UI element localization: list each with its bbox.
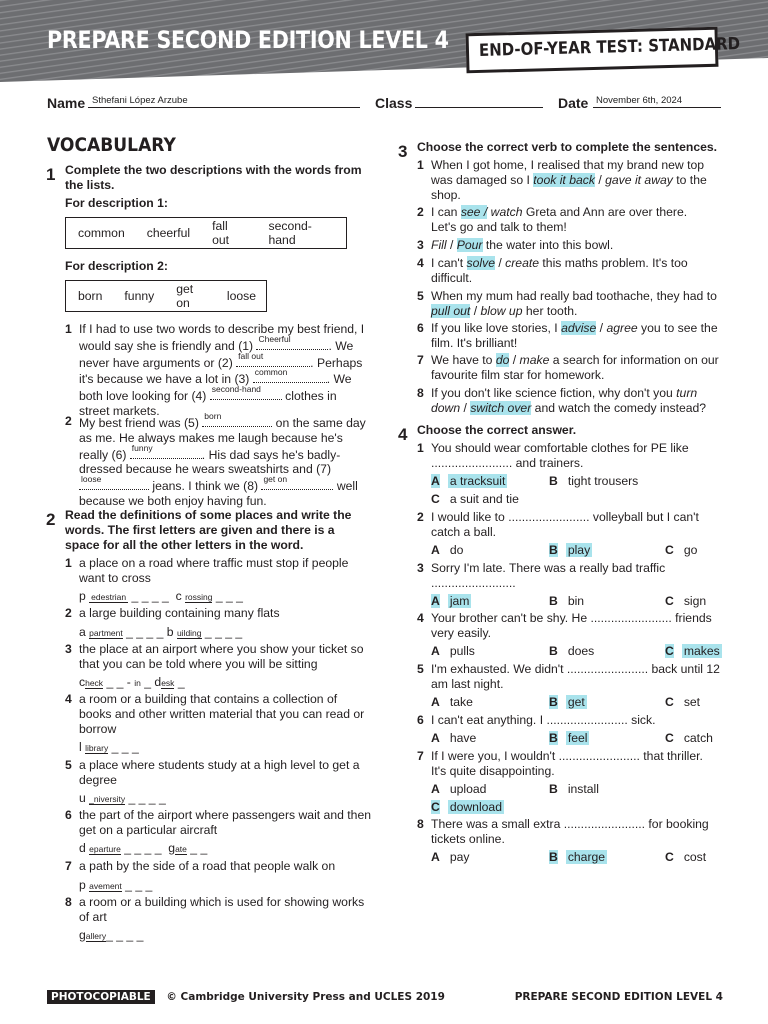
option-text: download xyxy=(449,800,502,814)
sentence: I can see / watch Greta and Ann are over there. Let's go and talk to them! xyxy=(431,205,688,234)
option[interactable]: blow up xyxy=(480,303,523,318)
option[interactable]: Fill xyxy=(431,238,447,252)
sentence: If you don't like science fiction, why don't you turn down / switch over and watch the comedy instead? xyxy=(431,386,707,415)
word: loose xyxy=(226,289,256,303)
answer-option-c[interactable] xyxy=(665,731,715,745)
sentence: We have to do / make a search for information on our favourite film star for homework. xyxy=(431,353,719,382)
option-text: a tracksuit xyxy=(449,474,506,488)
option-letter: A xyxy=(431,782,440,796)
item-number: 3 xyxy=(417,238,424,252)
item-number: 5 xyxy=(417,662,424,676)
word: get on xyxy=(176,282,194,310)
blank[interactable]: loose xyxy=(79,477,149,490)
blank[interactable]: fall out xyxy=(236,354,310,367)
definition: a path by the side of a road that people walk on xyxy=(79,859,336,873)
answer-line[interactable]: gallery_ _ _ _ xyxy=(79,928,144,942)
option-text: play xyxy=(567,543,591,557)
definition: a room or a building which is used for showing works of art xyxy=(79,895,365,924)
date-value: November 6th, 2024 xyxy=(596,95,683,106)
selected-option[interactable]: switch over xyxy=(470,400,532,415)
answer-option-a[interactable] xyxy=(431,731,478,745)
option-letter: C xyxy=(431,800,440,814)
option-text: have xyxy=(449,731,477,745)
answer-option-c[interactable] xyxy=(665,644,722,658)
option-letter: A xyxy=(431,850,440,864)
option-text: cost xyxy=(683,850,707,864)
question-instruction: Read the definitions of some places and write the words. The first letters are given and there is a space for all the other letters in the word. xyxy=(65,508,352,552)
question-sentence: Sorry I'm late. There was a really bad traffic ......................... xyxy=(431,561,666,590)
blank[interactable]: second-hand xyxy=(210,387,282,400)
option-text: do xyxy=(449,543,464,557)
answer-option-c[interactable] xyxy=(665,695,702,709)
sentence: I can't solve / create this maths problem. It's too difficult. xyxy=(431,256,688,285)
test-label-box xyxy=(466,27,741,74)
answer-option-a[interactable] xyxy=(431,474,507,488)
option-letter: A xyxy=(431,474,440,488)
option-letter: C xyxy=(665,644,674,658)
option-letter: B xyxy=(549,474,558,488)
option-text: install xyxy=(567,782,599,796)
selected-option[interactable]: see / xyxy=(460,205,488,219)
word: common xyxy=(78,226,125,240)
option-letter: A xyxy=(431,644,440,658)
option-letter: C xyxy=(665,543,674,557)
option-text: catch xyxy=(683,731,713,745)
blank[interactable]: funny xyxy=(130,446,202,459)
description-2: My best friend was (5) born on the same day as me. He always makes me laugh because he's really (6) funny . His dad says he's badly-dressed because he wears sweatshirts and (7) loose jeans. I think we (8) get on well because we both enjoy having fun. xyxy=(79,411,366,508)
answer-option-c[interactable] xyxy=(431,492,521,506)
item-number: 4 xyxy=(417,611,424,625)
answer-option-a[interactable] xyxy=(431,543,465,557)
definition: a place on a road where traffic must stop if people want to cross xyxy=(79,556,349,585)
answer-option-b[interactable] xyxy=(549,474,640,488)
question-sentence: I can't eat anything. I ........................ sick. xyxy=(431,713,656,727)
option-text: set xyxy=(683,695,701,709)
item-number: 5 xyxy=(65,758,72,772)
option-text: feel xyxy=(567,731,588,745)
option-letter: C xyxy=(665,594,674,608)
question-number: 2 xyxy=(46,510,56,529)
option-text: upload xyxy=(449,782,487,796)
item-number: 6 xyxy=(417,713,424,727)
answer-option-c[interactable] xyxy=(431,800,504,814)
item-number: 6 xyxy=(417,321,424,335)
question-sentence: There was a small extra ........................ for booking tickets online. xyxy=(431,817,709,846)
option-letter: B xyxy=(549,594,558,608)
question-instruction: Choose the correct answer. xyxy=(417,423,577,437)
word-box-2 xyxy=(65,280,267,312)
blank[interactable]: Cheerful xyxy=(256,337,328,350)
item-number: 3 xyxy=(65,642,72,656)
blank[interactable]: born xyxy=(202,414,272,427)
item-number: 2 xyxy=(417,510,424,524)
item-number: 1 xyxy=(417,158,424,172)
option-text: does xyxy=(567,644,595,658)
option-letter: B xyxy=(549,731,558,745)
answer-line[interactable]: u _niversity _ _ _ _ xyxy=(79,791,166,805)
selected-option[interactable]: pull out xyxy=(431,303,471,318)
sentence: Fill / Pour the water into this bowl. xyxy=(431,238,614,252)
item-number: 7 xyxy=(65,859,72,873)
option-text: bin xyxy=(567,594,585,608)
question-sentence: If I were you, I wouldn't ........................ that thriller. It's quite disappointing. xyxy=(431,749,703,778)
option-text: tight trousers xyxy=(567,474,639,488)
item-number: 6 xyxy=(65,808,72,822)
option-text: charge xyxy=(567,850,606,864)
option-text: sign xyxy=(683,594,707,608)
question-number: 4 xyxy=(398,425,408,444)
question-sentence: Your brother can't be shy. He ........................ friends very easily. xyxy=(431,611,712,640)
option-letter: C xyxy=(431,492,440,506)
question-sentence: You should wear comfortable clothes for PE like ........................ and trainers. xyxy=(431,441,689,470)
answer-line[interactable]: check _ _ - in _ desk _ xyxy=(79,675,185,689)
question-sentence: I'm exhausted. We didn't ........................ back until 12 am last night. xyxy=(431,662,720,691)
item-number: 8 xyxy=(417,817,424,831)
question-number: 3 xyxy=(398,142,408,161)
item-number: 7 xyxy=(417,353,424,367)
option-text: take xyxy=(449,695,473,709)
definition: the place at an airport where you show your ticket so that you can be told where you will be sitting xyxy=(79,642,364,671)
option[interactable]: watch xyxy=(490,205,523,219)
selected-option[interactable]: solve xyxy=(466,256,495,270)
answer-option-b[interactable] xyxy=(549,543,592,557)
option[interactable]: make xyxy=(519,353,550,367)
item-number: 8 xyxy=(417,386,424,400)
question-sentence: I would like to ........................ volleyball but I can't catch a ball. xyxy=(431,510,699,539)
name-label: Name xyxy=(47,95,86,111)
header-band xyxy=(0,0,768,84)
option-text: go xyxy=(683,543,698,557)
option-letter: C xyxy=(665,695,674,709)
answer-line[interactable]: d eparture _ _ _ _ gate _ _ xyxy=(79,841,208,855)
sentence: When my mum had really bad toothache, they had to pull out / blow up her tooth. xyxy=(431,289,717,318)
item-number: 2 xyxy=(417,205,424,219)
definition: a room or a building that contains a collection of books and other written material that you can read or borrow xyxy=(79,692,365,736)
item-number: 1 xyxy=(65,556,72,570)
copyright: © Cambridge University Press and UCLES 2019 xyxy=(166,991,445,1003)
item-number: 1 xyxy=(65,322,72,336)
option-letter: B xyxy=(549,644,558,658)
answer-option-c[interactable] xyxy=(665,543,699,557)
word: fall out xyxy=(212,219,230,247)
answer-option-b[interactable] xyxy=(549,731,589,745)
item-number: 3 xyxy=(417,561,424,575)
option-letter: B xyxy=(549,782,558,796)
answer-line[interactable]: a partment _ _ _ _ b uilding _ _ _ _ xyxy=(79,625,243,639)
option-text: pay xyxy=(449,850,470,864)
section-heading: VOCABULARY xyxy=(47,134,176,156)
answer-option-a[interactable] xyxy=(431,594,471,608)
option-letter: A xyxy=(431,594,440,608)
blank[interactable]: get on xyxy=(261,477,333,490)
question-instruction: Complete the two descriptions with the words from the lists. xyxy=(65,163,362,192)
selected-option[interactable]: advise xyxy=(561,321,597,335)
option-letter: C xyxy=(665,731,674,745)
class-label: Class xyxy=(375,95,413,111)
option-text: makes xyxy=(683,644,720,658)
word: cheerful xyxy=(146,226,191,240)
photocopiable-badge: PHOTOCOPIABLE xyxy=(47,990,155,1004)
description-label: For description 2: xyxy=(65,259,168,273)
word: second-hand xyxy=(268,219,312,247)
option[interactable]: turn down xyxy=(431,386,698,415)
answer-option-c[interactable] xyxy=(665,594,708,608)
item-number: 8 xyxy=(65,895,72,909)
item-number: 5 xyxy=(417,289,424,303)
option-text: get xyxy=(567,695,585,709)
option[interactable]: create xyxy=(505,256,540,270)
item-number: 2 xyxy=(65,414,72,428)
option-letter: A xyxy=(431,695,440,709)
name-value: Sthefani López Arzube xyxy=(92,95,188,106)
option-text: a suit and tie xyxy=(449,492,519,506)
word: funny xyxy=(124,289,155,303)
definition: a place where students study at a high level to get a degree xyxy=(79,758,360,787)
option-letter: A xyxy=(431,731,440,745)
option-letter: B xyxy=(549,543,558,557)
answer-option-b[interactable] xyxy=(549,782,601,796)
class-field[interactable] xyxy=(415,95,543,108)
footer xyxy=(47,991,723,1005)
item-number: 1 xyxy=(417,441,424,455)
answer-option-b[interactable] xyxy=(549,644,596,658)
definition: the part of the airport where passengers wait and then get on a particular aircraft xyxy=(79,808,372,837)
footer-title: PREPARE SECOND EDITION LEVEL 4 xyxy=(514,991,723,1003)
option-letter: A xyxy=(431,543,440,557)
answer-line[interactable]: l library _ _ _ xyxy=(79,740,139,754)
answer-option-a[interactable] xyxy=(431,695,475,709)
description-label: For description 1: xyxy=(65,196,168,210)
option[interactable]: agree xyxy=(606,321,638,335)
selected-option[interactable]: Pour xyxy=(456,238,483,252)
selected-option[interactable]: do xyxy=(495,353,510,367)
answer-option-a[interactable] xyxy=(431,782,488,796)
selected-option[interactable]: took it back xyxy=(533,172,595,187)
option-letter: B xyxy=(549,695,558,709)
word: born xyxy=(78,289,103,303)
answer-option-a[interactable] xyxy=(431,644,477,658)
item-number: 4 xyxy=(417,256,424,270)
question-number: 1 xyxy=(46,165,56,184)
option-text: jam xyxy=(449,594,470,608)
definition: a large building containing many flats xyxy=(79,606,280,620)
answer-line[interactable]: p avement _ _ _ xyxy=(79,878,153,892)
item-number: 4 xyxy=(65,692,72,706)
description-1: If I had to use two words to describe my best friend, I would say she is friendly and (1) Cheerful . We never have arguments or (2) fall out . Perhaps it's because we have a lot in (3) common . We both love looking for (4) second-hand clothes in street markets. xyxy=(79,322,365,418)
sentence: If you like love stories, I advise / agree you to see the film. It's brilliant! xyxy=(431,321,718,350)
answer-option-c[interactable] xyxy=(665,850,708,864)
answer-option-b[interactable] xyxy=(549,850,607,864)
blank[interactable]: common xyxy=(253,370,327,383)
word-box-1 xyxy=(65,217,347,249)
answer-option-b[interactable] xyxy=(549,594,586,608)
date-label: Date xyxy=(558,95,589,111)
item-number: 7 xyxy=(417,749,424,763)
option[interactable]: gave it away xyxy=(605,172,673,187)
item-number: 2 xyxy=(65,606,72,620)
test-label: END-OF-YEAR TEST: STANDARD xyxy=(478,34,741,61)
page-title: PREPARE SECOND EDITION LEVEL 4 xyxy=(47,26,449,54)
question-instruction: Choose the correct verb to complete the sentences. xyxy=(417,140,718,154)
answer-option-a[interactable] xyxy=(431,850,471,864)
answer-option-b[interactable] xyxy=(549,695,587,709)
option-letter: B xyxy=(549,850,558,864)
sentence: When I got home, I realised that my brand new top was damaged so I took it back / gave it away to the shop. xyxy=(431,158,707,202)
option-text: pulls xyxy=(449,644,475,658)
answer-line[interactable]: p edestrian _ _ _ _ c rossing _ _ _ xyxy=(79,589,243,603)
option-letter: C xyxy=(665,850,674,864)
